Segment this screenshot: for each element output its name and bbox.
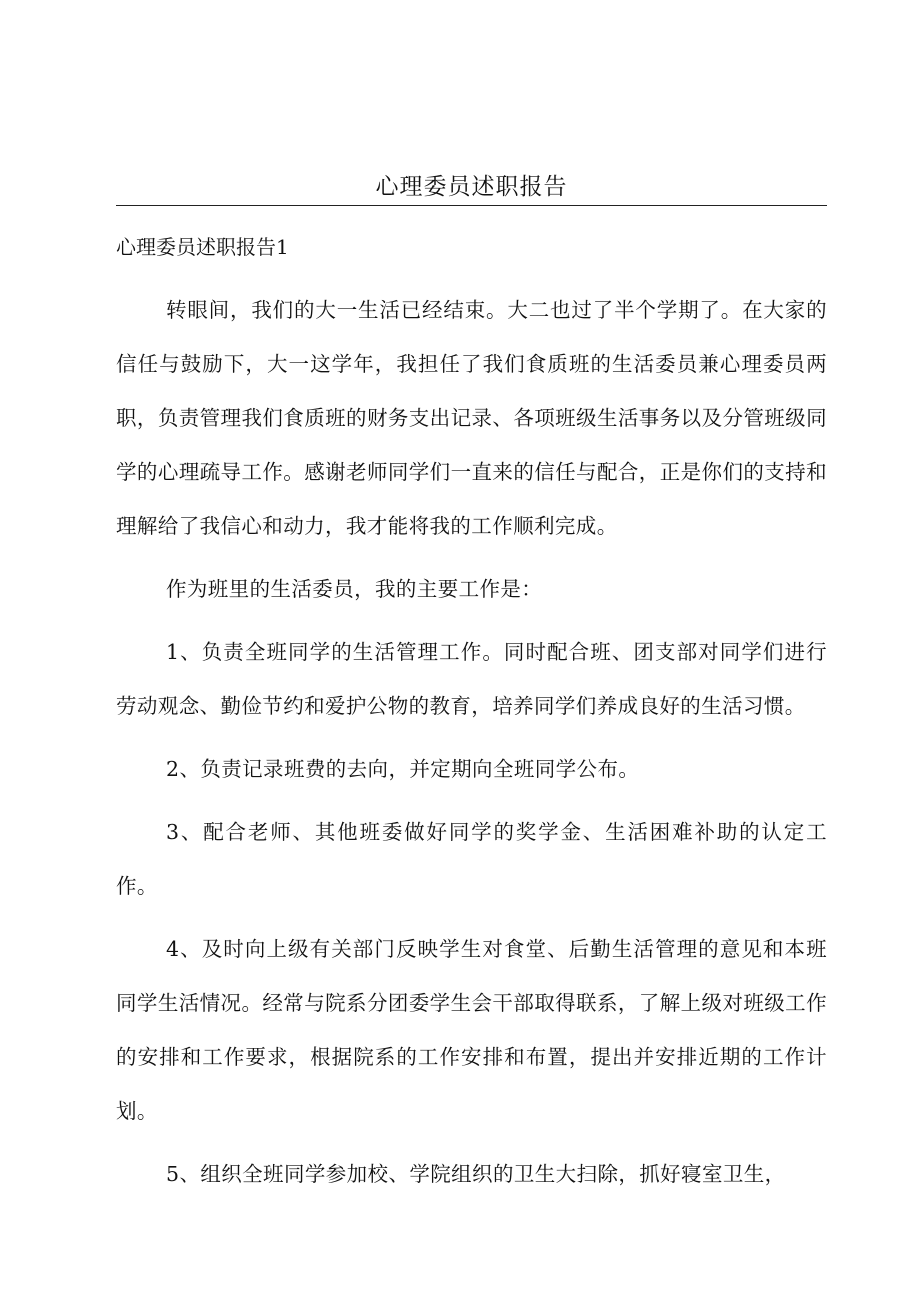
paragraph-duty-1: 1、负责全班同学的生活管理工作。同时配合班、团支部对同学们进行劳动观念、勤俭节约和爱护公物的教育，培养同学们养成良好的生活习惯。 (116, 640, 827, 718)
title-underline-rule (116, 205, 827, 206)
document-title: 心理委员述职报告 (375, 174, 568, 200)
paragraph-duty-3: 3、配合老师、其他班委做好同学的奖学金、生活困难补助的认定工作。 (116, 820, 827, 898)
paragraph-intro: 转眼间，我们的大一生活已经结束。大二也过了半个学期了。在大家的信任与鼓励下，大一这学年，我担任了我们食质班的生活委员兼心理委员两职，负责管理我们食质班的财务支出记录、各项班级生活事务以及分管班级同学的心理疏导工作。感谢老师同学们一直来的信任与配合，正是你们的支持和理解给了我信心和动力，我才能将我的工作顺利完成。 (116, 298, 827, 538)
document-body (116, 283, 827, 1210)
paragraph-duties-lead: 作为班里的生活委员，我的主要工作是： (166, 577, 543, 601)
section-heading: 心理委员述职报告1 (116, 235, 289, 259)
paragraph-duty-2: 2、负责记录班费的去向，并定期向全班同学公布。 (166, 757, 640, 781)
paragraph-duty-4: 4、及时向上级有关部门反映学生对食堂、后勤生活管理的意见和本班同学生活情况。经常与院系分团委学生会干部取得联系，了解上级对班级工作的安排和工作要求，根据院系的工作安排和布置，提出并安排近期的工作计划。 (116, 937, 827, 1123)
paragraph-duty-5: 5、组织全班同学参加校、学院组织的卫生大扫除，抓好寝室卫生， (166, 1162, 786, 1186)
